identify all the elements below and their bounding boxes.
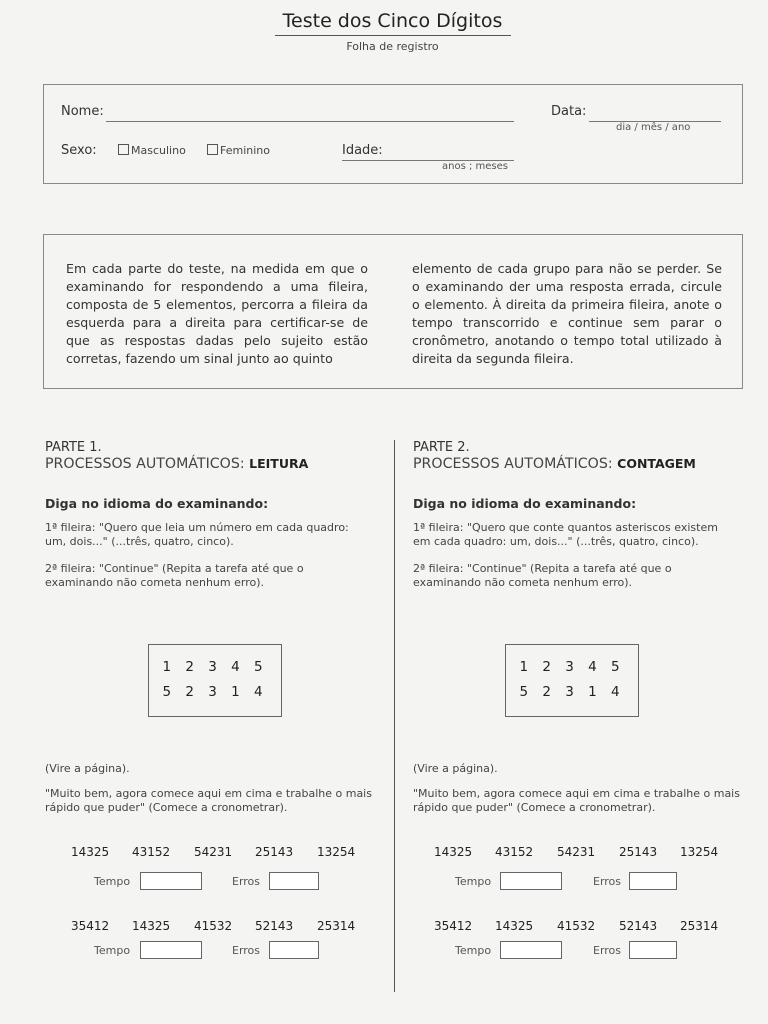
part-subheading bbox=[45, 456, 308, 472]
part-subheading-bold: LEITURA bbox=[249, 456, 309, 471]
sequence-2-item-3: 41532 bbox=[557, 919, 596, 933]
example-box bbox=[505, 644, 639, 717]
row1-instruction: 1ª fileira: "Quero que leia um número em cada quadro: um, dois..." (...três, quatro, cinco). bbox=[45, 521, 349, 548]
sequence-2-item-5: 25314 bbox=[317, 919, 356, 933]
instructions-right: elemento de cada grupo para não se perder. Se o examinando der uma resposta errada, circule o elemento. À direita da primeira fileira, anote o tempo transcorrido e continue sem parar o cronômetro, anotando o tempo total utilizado à direita da segunda fileira. bbox=[412, 261, 722, 366]
title-underline bbox=[275, 35, 511, 36]
sequence-2-item-5: 25314 bbox=[680, 919, 719, 933]
date-hint: dia / mês / ano bbox=[616, 122, 691, 133]
sequence-1-item-4: 25143 bbox=[255, 845, 294, 859]
example-row-2: 5 2 3 1 4 bbox=[519, 684, 625, 700]
sequence-1-item-2: 43152 bbox=[495, 845, 534, 859]
errors-label: Erros bbox=[593, 875, 622, 888]
age-label: Idade: bbox=[342, 143, 383, 158]
part-heading: PARTE 2. bbox=[413, 440, 470, 455]
row2-instruction: 2ª fileira: "Continue" (Repita a tarefa até que o examinando não cometa nenhum erro). bbox=[413, 562, 672, 589]
female-label: Feminino bbox=[220, 144, 270, 157]
time-input-2[interactable] bbox=[500, 941, 562, 959]
age-hint: anos ; meses bbox=[442, 161, 508, 172]
time-label: Tempo bbox=[94, 944, 131, 957]
sequence-1-item-5: 13254 bbox=[317, 845, 356, 859]
name-label: Nome: bbox=[61, 104, 104, 119]
example-row-1: 1 2 3 4 5 bbox=[519, 659, 625, 675]
time-input-1[interactable] bbox=[140, 872, 202, 890]
male-checkbox[interactable] bbox=[118, 144, 129, 155]
time-label: Tempo bbox=[94, 875, 131, 888]
errors-label: Erros bbox=[232, 944, 261, 957]
part-subheading bbox=[413, 456, 696, 472]
row2-instruction: 2ª fileira: "Continue" (Repita a tarefa até que o examinando não cometa nenhum erro). bbox=[45, 562, 304, 589]
personal-data-box bbox=[43, 84, 743, 184]
example-box bbox=[148, 644, 282, 717]
sequence-1-item-1: 14325 bbox=[71, 845, 110, 859]
page-title: Teste dos Cinco Dígitos bbox=[282, 10, 503, 32]
errors-input-2[interactable] bbox=[629, 941, 677, 959]
errors-input-1[interactable] bbox=[269, 872, 319, 890]
errors-label: Erros bbox=[232, 875, 261, 888]
errors-label: Erros bbox=[593, 944, 622, 957]
sequence-2-item-3: 41532 bbox=[194, 919, 233, 933]
part-subheading-bold: CONTAGEM bbox=[617, 456, 696, 471]
sequence-2-item-1: 35412 bbox=[434, 919, 473, 933]
example-row-1: 1 2 3 4 5 bbox=[162, 659, 268, 675]
time-label: Tempo bbox=[455, 944, 492, 957]
time-input-2[interactable] bbox=[140, 941, 202, 959]
column-divider bbox=[394, 440, 395, 992]
time-label: Tempo bbox=[455, 875, 492, 888]
date-label: Data: bbox=[551, 104, 587, 119]
part-heading: PARTE 1. bbox=[45, 440, 102, 455]
sequence-2-item-2: 14325 bbox=[495, 919, 534, 933]
part-1 bbox=[45, 440, 385, 980]
sex-option-male[interactable] bbox=[118, 144, 186, 157]
part-2 bbox=[413, 440, 753, 980]
sequence-1-item-1: 14325 bbox=[434, 845, 473, 859]
turn-page-note: (Vire a página). bbox=[413, 762, 498, 775]
page-subtitle: Folha de registro bbox=[346, 40, 439, 53]
sequence-1-item-5: 13254 bbox=[680, 845, 719, 859]
start-instruction: "Muito bem, agora comece aqui em cima e trabalhe o mais rápido que puder" (Comece a cronometrar). bbox=[45, 787, 372, 814]
errors-input-1[interactable] bbox=[629, 872, 677, 890]
sequence-1-item-2: 43152 bbox=[132, 845, 171, 859]
sequence-1-item-4: 25143 bbox=[619, 845, 658, 859]
say-label: Diga no idioma do examinando: bbox=[45, 496, 269, 511]
row1-instruction: 1ª fileira: "Quero que conte quantos asteriscos existem em cada quadro: um, dois..." (...três, quatro, cinco). bbox=[413, 521, 718, 548]
sex-label: Sexo: bbox=[61, 143, 97, 158]
part-subheading-text: PROCESSOS AUTOMÁTICOS: bbox=[45, 456, 245, 472]
female-checkbox[interactable] bbox=[207, 144, 218, 155]
sequence-2-item-4: 52143 bbox=[255, 919, 294, 933]
example-row-2: 5 2 3 1 4 bbox=[162, 684, 268, 700]
sequence-2-item-2: 14325 bbox=[132, 919, 171, 933]
turn-page-note: (Vire a página). bbox=[45, 762, 130, 775]
male-label: Masculino bbox=[131, 144, 186, 157]
sequence-2-item-1: 35412 bbox=[71, 919, 110, 933]
instructions-box bbox=[43, 234, 743, 389]
start-instruction: "Muito bem, agora comece aqui em cima e trabalhe o mais rápido que puder" (Comece a cronometrar). bbox=[413, 787, 740, 814]
name-field[interactable] bbox=[106, 121, 514, 122]
instructions-left: Em cada parte do teste, na medida em que o examinando for respondendo a uma fileira, composta de 5 elementos, percorra a fileira da esquerda para a direita para certificar-se de que as respostas dadas pelo sujeito estão corretas, fazendo um sinal junto ao quinto bbox=[66, 261, 368, 366]
sequence-1-item-3: 54231 bbox=[194, 845, 233, 859]
sequence-2-item-4: 52143 bbox=[619, 919, 658, 933]
sex-option-female[interactable] bbox=[207, 144, 270, 157]
part-subheading-text: PROCESSOS AUTOMÁTICOS: bbox=[413, 456, 613, 472]
sequence-1-item-3: 54231 bbox=[557, 845, 596, 859]
say-label: Diga no idioma do examinando: bbox=[413, 496, 637, 511]
time-input-1[interactable] bbox=[500, 872, 562, 890]
errors-input-2[interactable] bbox=[269, 941, 319, 959]
